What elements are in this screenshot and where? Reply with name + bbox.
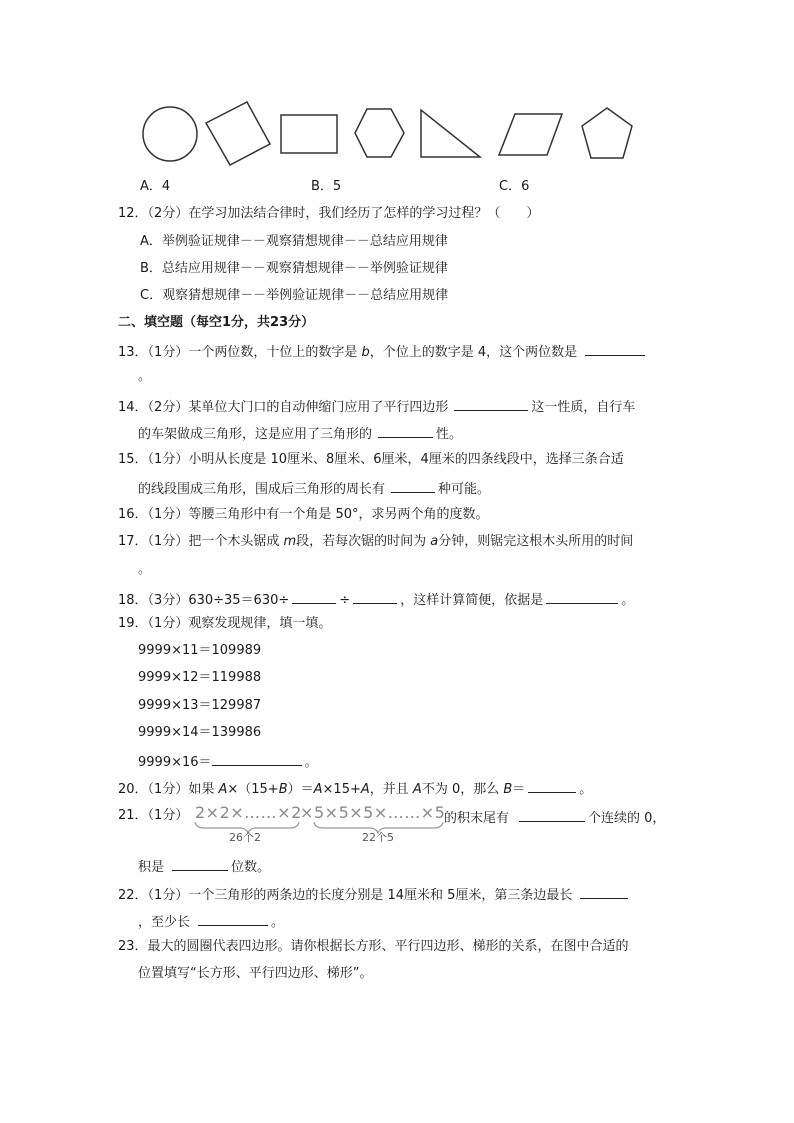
- q22-blank-2[interactable]: [198, 911, 268, 926]
- q19-line-4: 9999×14＝139986: [138, 725, 262, 740]
- q21-line2: 积是 位数。: [138, 856, 270, 877]
- q22-line1: 22．（1分）一个三角形的两条边的长度分别是 14厘米和 5厘米，第三条边最长: [118, 884, 631, 905]
- section2-title: 二、填空题（每空1分，共23分）: [118, 315, 315, 330]
- q21-brace-label-1: 26个2: [229, 831, 261, 844]
- q15-line1: 15．（1分）小明从长度是 10厘米、8厘米、6厘米，4厘米的四条线段中，选择三条合适: [118, 452, 624, 467]
- q23-line1: 23．最大的圆圈代表四边形。请你根据长方形、平行四边形、梯形的关系，在图中合适的: [118, 939, 629, 954]
- q12-option-c: C．观察猜想规律－－举例验证规律－－总结应用规律: [140, 288, 449, 303]
- q18-line: 18．（3分）630÷35＝630÷ ÷ ，这样计算简便，依据是 。: [118, 589, 634, 610]
- q12-stem: 12．（2分）在学习加法结合律时，我们经历了怎样的学习过程？（ ）: [118, 206, 540, 221]
- q19-line-1: 9999×11＝109989: [138, 643, 262, 658]
- q21-number: 21．（1分）: [118, 808, 189, 823]
- q16-stem: 16．（1分）等腰三角形中有一个角是 50°，求另两个角的度数。: [118, 507, 489, 522]
- q21-times: ×: [300, 803, 314, 822]
- q19-stem: 19．（1分）观察发现规律，填一填。: [118, 616, 332, 631]
- q17-line1: 17．（1分）把一个木头锯成 m段，若每次锯的时间为 a分钟，则锯完这根木头所用的时间: [118, 534, 634, 549]
- q21-blank-2[interactable]: [172, 856, 228, 871]
- q23-line2: 位置填写“长方形、平行四边形、梯形”。: [138, 966, 373, 981]
- q19-last-line: 9999×16＝ 。: [138, 751, 318, 772]
- q21-blank-1[interactable]: [519, 807, 585, 822]
- option-a: A．4: [140, 179, 171, 194]
- q19-line-3: 9999×13＝129987: [138, 698, 262, 713]
- q19-line-2: 9999×12＝119988: [138, 670, 262, 685]
- q22-line2: ，至少长 。: [138, 911, 284, 932]
- q15-line2: 的线段围成三角形，围成后三角形的周长有 种可能。: [138, 478, 490, 499]
- q12-option-a: A．举例验证规律－－观察猜想规律－－总结应用规律: [140, 234, 448, 249]
- q12-option-b: B．总结应用规律－－观察猜想规律－－举例验证规律: [140, 261, 448, 276]
- q17-end: 。: [138, 562, 152, 577]
- q22-blank-1[interactable]: [580, 884, 628, 899]
- q21-expr-2: 5×5×5×……×5: [314, 803, 446, 822]
- option-c: C．6: [499, 179, 530, 194]
- q14-line2: 的车架做成三角形，这是应用了三角形的 性。: [138, 423, 462, 444]
- q14-line1: 14．（2分）某单位大门口的自动伸缩门应用了平行四边形 这一性质，自行车: [118, 396, 635, 417]
- option-b: B．5: [311, 179, 342, 194]
- q21-expr-1: 2×2×……×2: [195, 803, 302, 822]
- q20-line: 20．（1分）如果 A×（15+B）＝A×15+A，并且 A不为 0，那么 B＝ 。: [118, 778, 592, 799]
- q13-line1: 13．（1分）一个两位数，十位上的数字是 b，个位上的数字是 4，这个两位数是: [118, 341, 648, 362]
- q13-end: 。: [138, 369, 152, 384]
- q21-line1-tail: 的积末尾有 个连续的 0，: [444, 807, 665, 828]
- q21-brace-label-2: 22个5: [362, 831, 394, 844]
